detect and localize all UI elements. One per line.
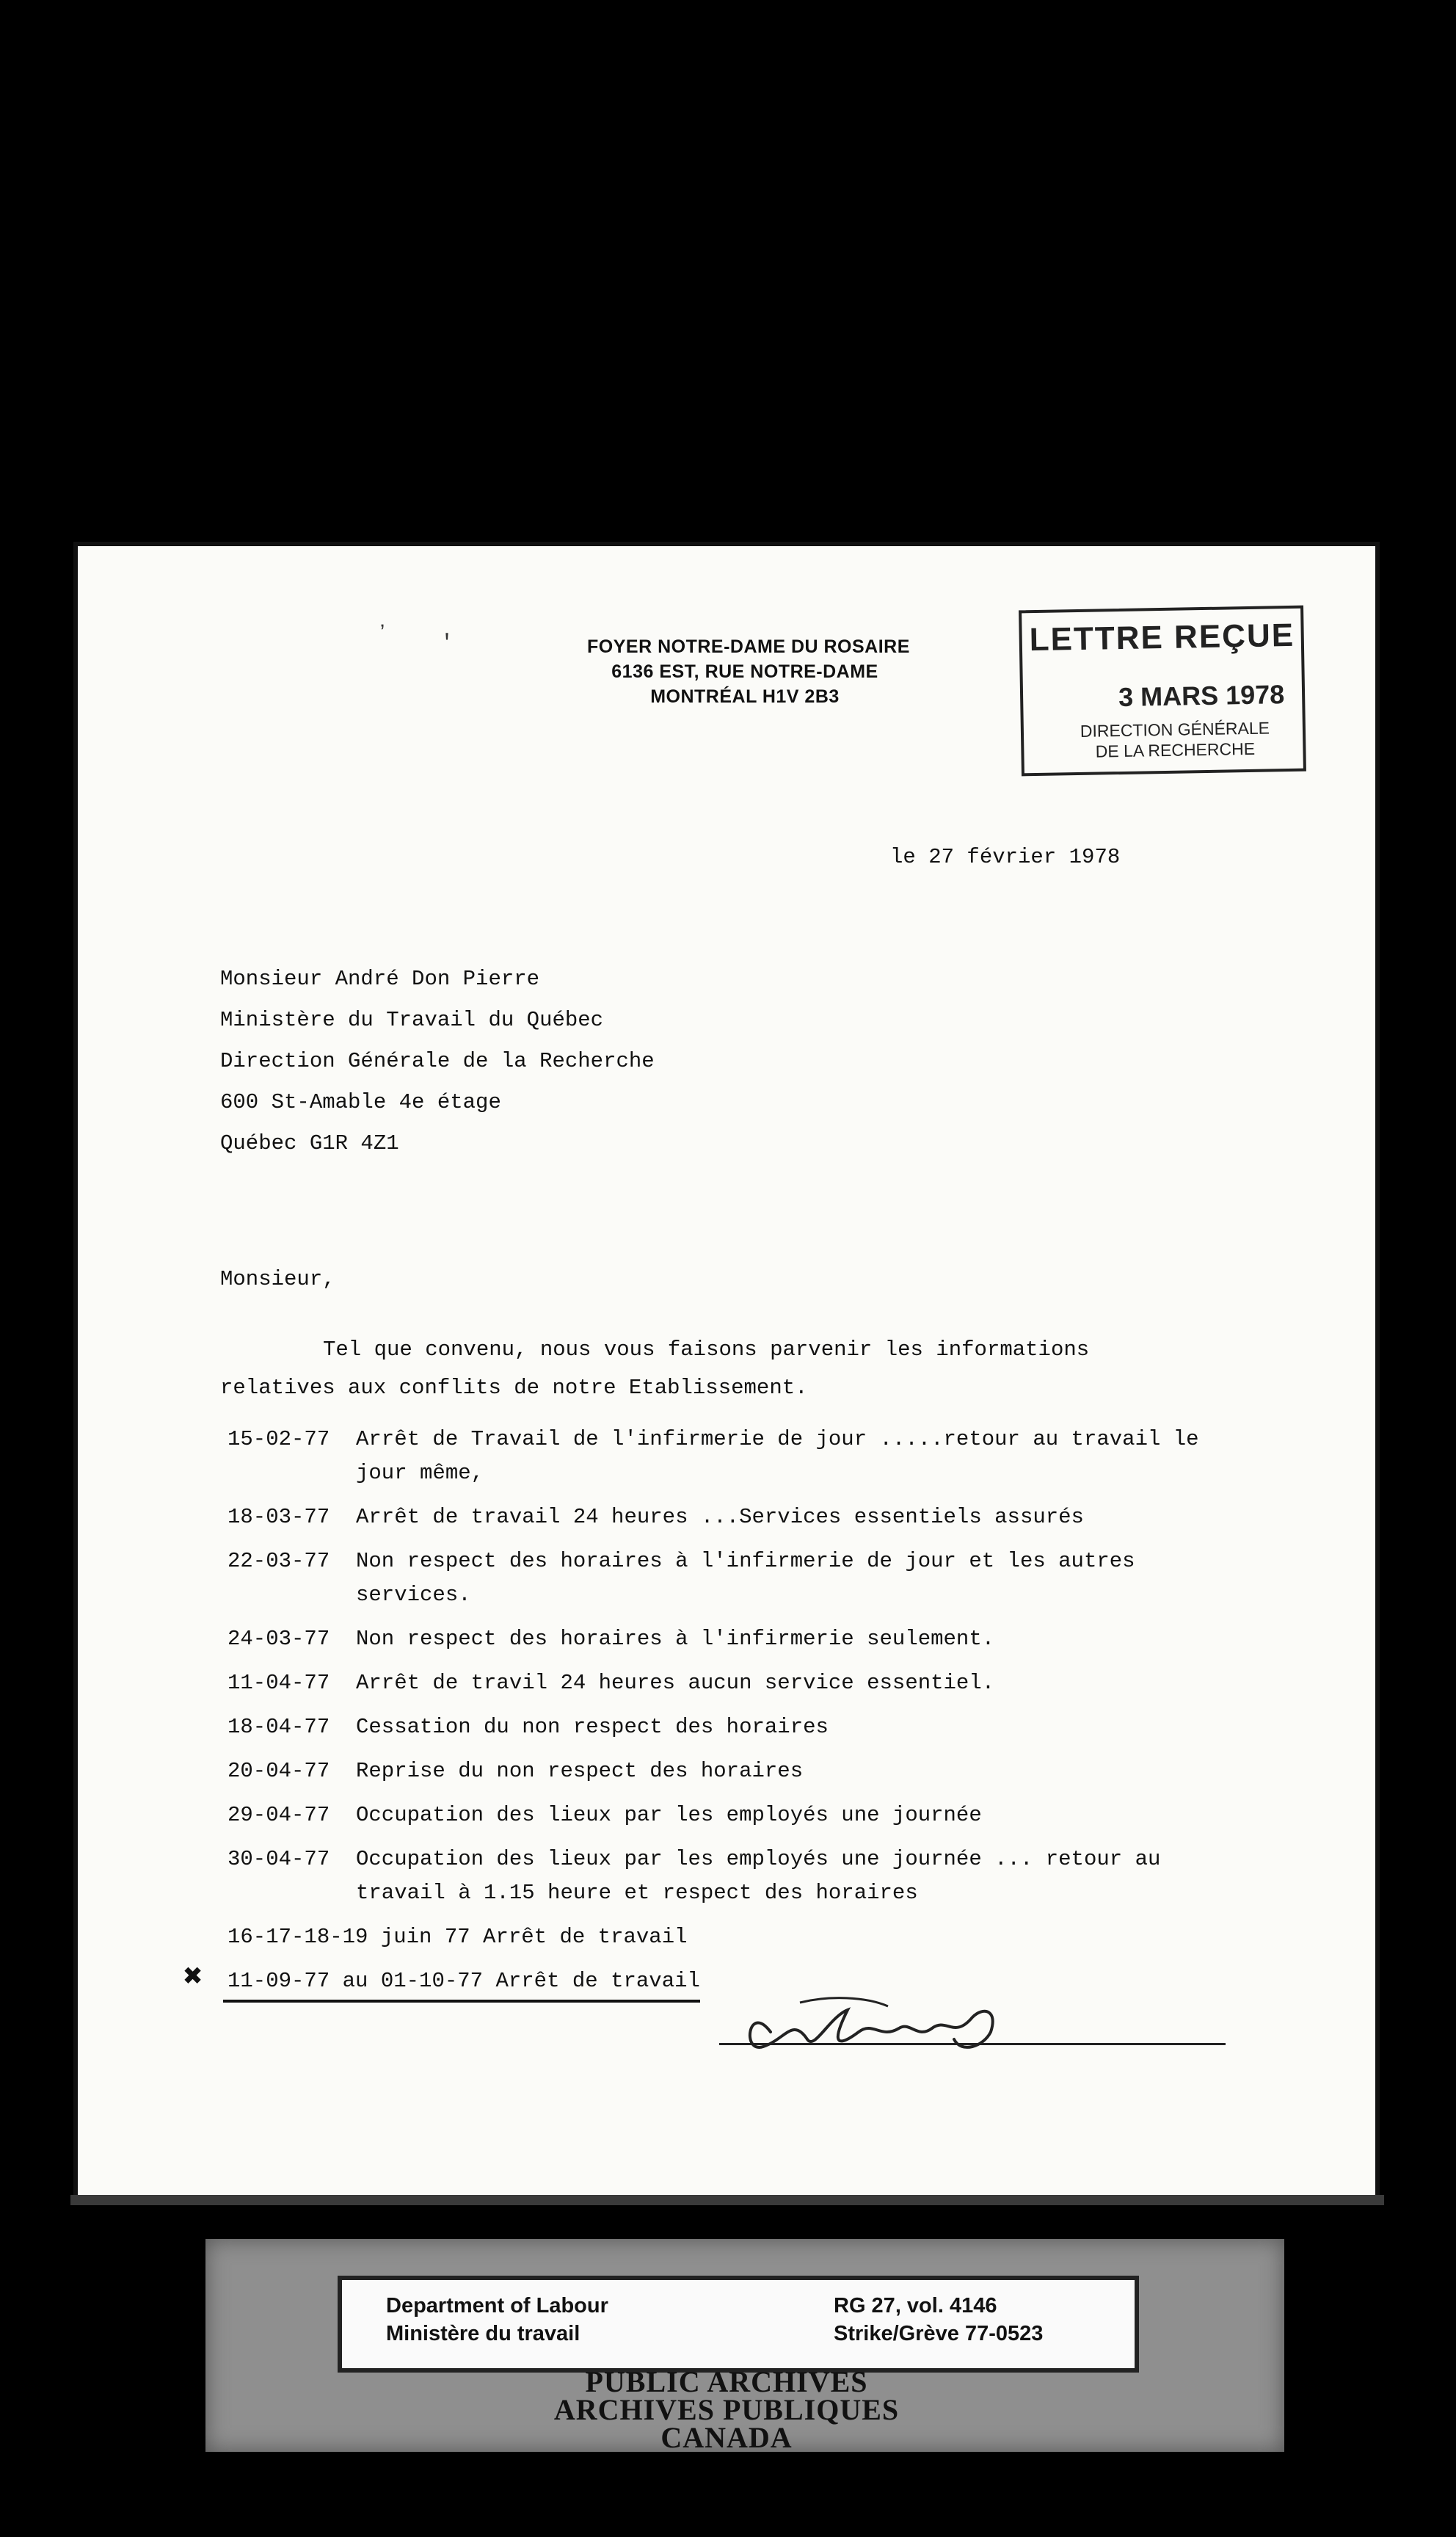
recipient-name: Monsieur André Don Pierre — [220, 967, 540, 991]
recipient-address — [220, 959, 655, 1164]
event-text: Reprise du non respect des horaires — [356, 1759, 804, 1783]
conflict-event-list — [183, 1423, 1255, 2008]
event-marked-text: 11-09-77 au 01-10-77 Arrêt de travail — [228, 1969, 700, 1993]
archives-line3: CANADA — [660, 2421, 793, 2454]
archives-line1: PUBLIC ARCHIVES — [585, 2365, 868, 2398]
event-row — [228, 1500, 1255, 1534]
event-date: 11-04-77 — [228, 1671, 330, 1695]
event-date: 24-03-77 — [228, 1627, 330, 1651]
intro-line1: Tel que convenu, nous vous faisons parvenir les informations — [323, 1338, 1090, 1362]
event-text: Arrêt de travail 24 heures ...Services essentiels assurés — [356, 1505, 1084, 1529]
recipient-street: 600 St-Amable 4e étage — [220, 1090, 501, 1114]
event-text: Non respect des horaires à l'infirmerie seulement. — [356, 1627, 995, 1651]
record-group-ref: RG 27, vol. 4146 — [834, 2294, 997, 2318]
received-stamp — [1019, 606, 1306, 777]
event-row — [228, 1843, 1255, 1910]
signature — [719, 1988, 1101, 2069]
handwritten-x-mark: ✖ — [183, 1960, 203, 1997]
letter-page — [73, 542, 1380, 2202]
stamp-date: 3 MARS 1978 — [1118, 679, 1285, 713]
handwritten-underline — [223, 2000, 700, 2003]
event-row — [228, 1622, 1255, 1656]
event-june-text: 16-17-18-19 juin 77 Arrêt de travail — [228, 1925, 688, 1949]
event-date: 29-04-77 — [228, 1803, 330, 1827]
archive-label-card — [338, 2276, 1139, 2373]
letter-date: le 27 février 1978 — [890, 845, 1121, 869]
salutation: Monsieur, — [220, 1267, 335, 1291]
event-text: Arrêt de Travail de l'infirmerie de jour .....retour au travail le jour même, — [356, 1427, 1199, 1485]
event-date: 30-04-77 — [228, 1847, 330, 1871]
archives-line2: ARCHIVES PUBLIQUES — [553, 2393, 900, 2426]
event-row — [228, 1666, 1255, 1700]
archive-reference — [834, 2292, 1043, 2348]
page-edge-shadow — [70, 2195, 1384, 2205]
event-row — [228, 1799, 1255, 1832]
signature-line — [719, 2043, 1226, 2045]
event-text: Non respect des horaires à l'infirmerie de jour et les autres services. — [356, 1549, 1135, 1607]
stamp-direction-line1: DIRECTION GÉNÉRALE — [1080, 718, 1270, 741]
stamp-direction-line2: DE LA RECHERCHE — [1095, 738, 1256, 761]
event-date: 22-03-77 — [228, 1549, 330, 1573]
letterhead — [587, 634, 910, 709]
archive-department — [386, 2292, 608, 2348]
event-date: 18-03-77 — [228, 1505, 330, 1529]
recipient-ministry: Ministère du Travail du Québec — [220, 1008, 604, 1032]
strike-ref: Strike/Grève 77-0523 — [834, 2322, 1044, 2345]
event-text: Occupation des lieux par les employés une journée ... retour au travail à 1.15 heure et respect des horaires — [356, 1847, 1161, 1905]
department-en: Department of Labour — [386, 2294, 608, 2318]
intro-line2: relatives aux conflits de notre Etablissement. — [220, 1376, 808, 1400]
speck-mark: ʼ — [376, 623, 390, 647]
event-row — [228, 1710, 1255, 1744]
event-text: Arrêt de travil 24 heures aucun service essentiel. — [356, 1671, 995, 1695]
recipient-direction: Direction Générale de la Recherche — [220, 1049, 655, 1073]
stamp-heading: LETTRE REÇUE — [1029, 617, 1295, 658]
letterhead-name: FOYER NOTRE-DAME DU ROSAIRE — [587, 636, 910, 657]
event-row — [228, 1423, 1255, 1490]
letterhead-city: MONTRÉAL H1V 2B3 — [650, 686, 840, 707]
event-date: 18-04-77 — [228, 1715, 330, 1739]
event-date: 15-02-77 — [228, 1427, 330, 1451]
public-archives-stamp — [470, 2365, 983, 2454]
event-text: Occupation des lieux par les employés une journée — [356, 1803, 982, 1827]
event-row-june — [228, 1920, 1255, 1954]
event-date: 20-04-77 — [228, 1759, 330, 1783]
speck-mark: ʹ — [440, 631, 454, 656]
intro-paragraph — [220, 1331, 1089, 1407]
recipient-city: Québec G1R 4Z1 — [220, 1131, 399, 1155]
letterhead-street: 6136 EST, RUE NOTRE-DAME — [611, 661, 878, 682]
event-row — [228, 1754, 1255, 1788]
department-fr: Ministère du travail — [386, 2322, 580, 2345]
event-text: Cessation du non respect des horaires — [356, 1715, 829, 1739]
stamp-direction — [1072, 717, 1278, 762]
event-row — [228, 1545, 1255, 1612]
